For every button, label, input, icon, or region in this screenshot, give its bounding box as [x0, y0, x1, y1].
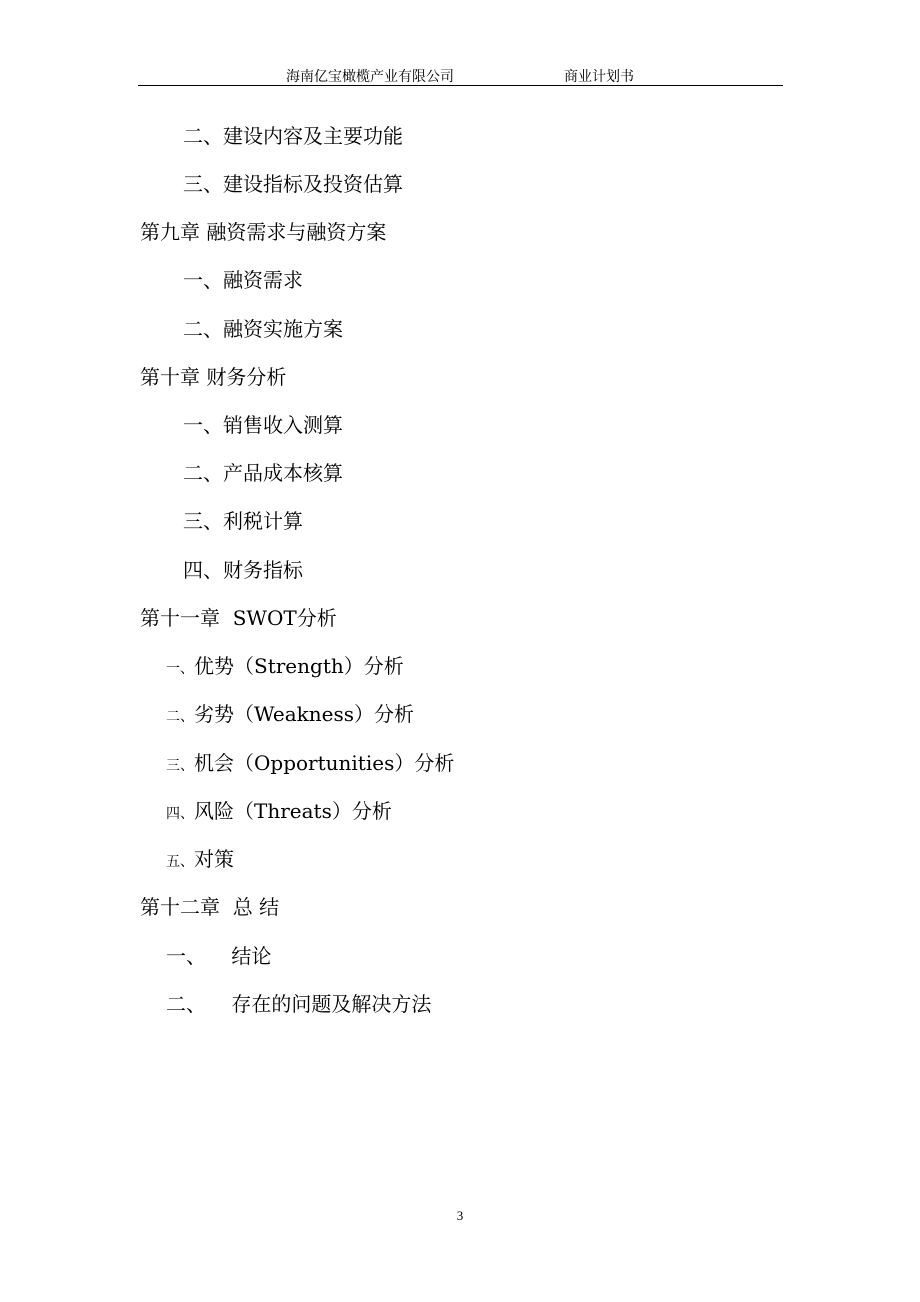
toc-entry — [183, 268, 303, 292]
toc-entry-text: 二、融资实施方案 — [183, 317, 343, 341]
toc-entry-text: 第十二章 总 结 — [140, 895, 280, 919]
toc-entry — [183, 413, 343, 437]
toc-entry-text: 一、融资需求 — [183, 268, 303, 292]
toc-entry-text: 第十一章 SWOT分析 — [140, 606, 337, 630]
header-company-name: 海南亿宝橄榄产业有限公司 — [286, 70, 454, 85]
toc-entry — [166, 847, 234, 874]
toc-entry-text: 二、建设内容及主要功能 — [183, 124, 403, 148]
toc-entry-text: 机会（Opportunities）分析 — [194, 751, 455, 775]
toc-entry-number: 二、 — [166, 709, 194, 725]
toc-entry-text: 对策 — [194, 847, 234, 871]
toc-entry-text: 四、财务指标 — [183, 558, 303, 582]
toc-entry — [183, 558, 303, 582]
toc-chapter — [140, 606, 337, 630]
toc-entry — [166, 944, 271, 968]
toc-entry — [183, 172, 403, 196]
toc-entry-text: 三、建设指标及投资估算 — [183, 172, 403, 196]
toc-entry-number: 五、 — [166, 854, 194, 870]
toc-chapter — [140, 895, 279, 919]
toc-chapter — [140, 365, 286, 389]
toc-entry — [183, 461, 343, 485]
toc-entry-text: 一、 结论 — [166, 944, 272, 968]
toc-entry — [166, 702, 414, 729]
toc-entry — [183, 509, 303, 533]
toc-entry-text: 劣势（Weakness）分析 — [194, 702, 415, 726]
toc-entry — [166, 799, 392, 826]
toc-entry — [166, 654, 404, 681]
toc-entry-text: 第十章 财务分析 — [140, 365, 287, 389]
toc-entry-text: 二、产品成本核算 — [183, 461, 343, 485]
toc-entry-text: 优势（Strength）分析 — [194, 654, 404, 678]
page-number: 3 — [456, 1208, 464, 1223]
toc-entry — [183, 317, 343, 341]
toc-entry-text: 三、利税计算 — [183, 509, 303, 533]
toc-entry-text: 风险（Threats）分析 — [194, 799, 392, 823]
toc-entry-number: 三、 — [166, 758, 194, 774]
toc-entry-number: 一、 — [166, 661, 194, 677]
header-document-title: 商业计划书 — [564, 70, 634, 85]
toc-entry-text: 一、销售收入测算 — [183, 413, 343, 437]
toc-entry-number: 四、 — [166, 806, 194, 822]
toc-entry-text: 二、 存在的问题及解决方法 — [166, 992, 432, 1016]
toc-entry-text: 第九章 融资需求与融资方案 — [140, 220, 387, 244]
toc-chapter — [140, 220, 386, 244]
toc-entry — [183, 124, 403, 148]
toc-entry — [166, 992, 431, 1016]
toc-entry — [166, 751, 454, 778]
header-rule — [138, 85, 783, 86]
